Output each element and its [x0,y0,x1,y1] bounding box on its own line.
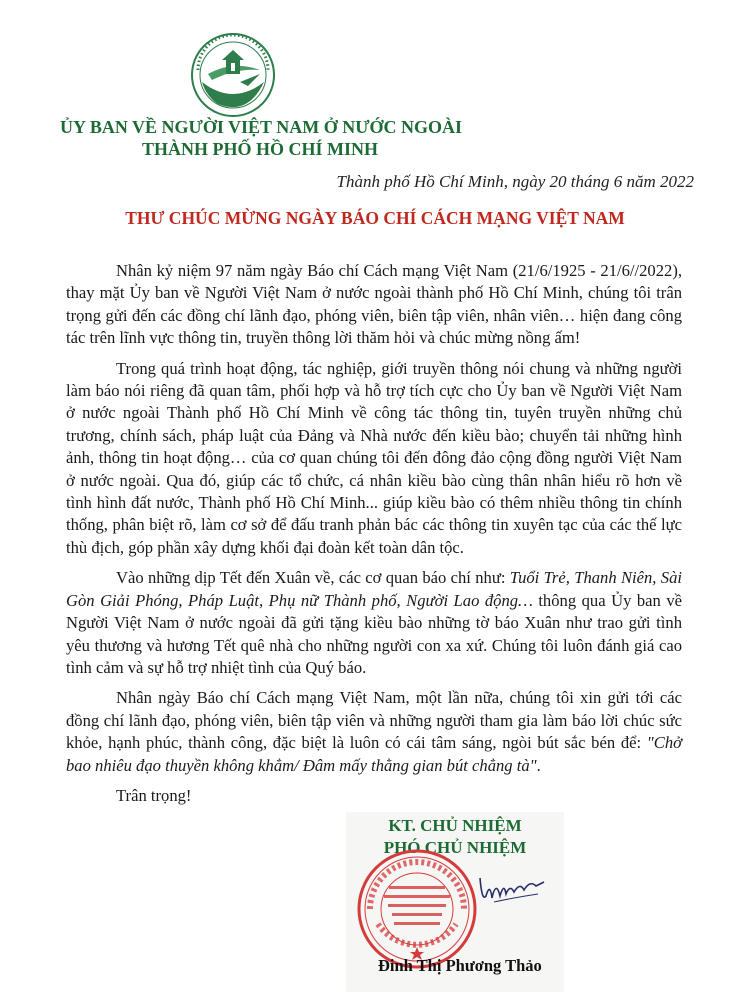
organization-line-2: THÀNH PHỐ HỒ CHÍ MINH [141,139,378,159]
letter-title: THƯ CHÚC MỪNG NGÀY BÁO CHÍ CÁCH MẠNG VIỆT NAM [125,208,625,228]
paragraph-1: Nhân kỷ niệm 97 năm ngày Báo chí Cách mạng Việt Nam (21/6/1925 - 21/6//2022), thay mặt Ủy ban về Người Việt Nam ở nước ngoài thành phố Hồ Chí Minh, chúng tôi trân trọng gửi đến các đồng chí lãnh đạo, phóng viên, biên tập viên, nhân viên… hiện đang công tác trên lĩnh vực thông tin, truyền thông lời thăm hỏi và chúc mừng nồng ấm! [66,261,682,348]
paragraph-4-start: Nhân ngày Báo chí Cách mạng Việt Nam, một lần nữa, chúng tôi xin gửi tới các đồng chí lãnh đạo, phóng viên, biên tập viên và những người tham gia làm báo lời chúc sức khỏe, hạnh phúc, thành công, đặc biệt là luôn có cái tâm sáng, ngòi bút sắc bén để: [66,688,682,753]
poem-quote: "Chở bao nhiêu đạo thuyền không khẳm/ Đâm mấy thằng gian bút chẳng tà" [66,733,682,775]
paragraph-3-start: Vào những dịp Tết đến Xuân về, các cơ quan báo chí như: [116,568,510,588]
signer-name: Đinh Thị Phương Thảo [378,956,542,975]
signer-title-2: PHÓ CHỦ NHIỆM [383,838,527,857]
paragraph-3 [66,567,682,679]
signer-title-1: KT. CHỦ NHIỆM [388,816,522,835]
closing-line: Trân trọng! [116,786,192,805]
paragraph-3-end: thông qua Ủy ban về Người Việt Nam ở nước ngoài đã gửi tặng kiều bào những tờ báo Xuân như trao gửi tình yêu thương và hương Tết quê nhà cho những người con xa xứ. Chúng tôi luôn đánh giá cao tình cảm và sự hỗ trợ nhiệt tình của Quý báo. [66,590,682,677]
organization-name [60,116,463,160]
paragraph-4 [66,687,682,777]
organization-line-1: ỦY BAN VỀ NGƯỜI VIỆT NAM Ở NƯỚC NGOÀI [60,117,463,137]
paragraph-4-end: . [536,755,541,775]
paragraph-2: Trong quá trình hoạt động, tác nghiệp, giới truyền thông nói chung và những người làm báo nói riêng đã quan tâm, phối hợp và hỗ trợ tích cực cho Ủy ban về Người Việt Nam ở nước ngoài Thành phố Hồ Chí Minh về công tác thông tin, tuyên truyền những chủ trương, chính sách, pháp luật của Đảng và Nhà nước đến kiều bào; chuyển tải những hình ảnh, thông tin hoạt động… của cơ quan chúng tôi đến đông đảo cộng đồng người Việt Nam ở nước ngoài. Qua đó, giúp các tổ chức, cá nhân kiều bào cùng thân nhân hiểu rõ hơn về tình hình đất nước, Thành phố Hồ Chí Minh... giúp kiều bào có thêm nhiều thông tin chính thống, phân biệt rõ, làm cơ sở để đấu tranh phản bác các thông tin xuyên tạc của các thế lực thù địch, góp phần xây dựng khối đại đoàn kết toàn dân tộc. [66,358,682,557]
official-seal-icon [356,848,478,970]
letter-body [66,260,682,785]
newspaper-list: Tuổi Trẻ, Thanh Niên, Sài Gòn Giải Phóng, Pháp Luật, Phụ nữ Thành phố, Người Lao động… [66,568,682,610]
organization-logo-icon [188,30,278,120]
dateline: Thành phố Hồ Chí Minh, ngày 20 tháng 6 năm 2022 [336,172,694,191]
handwritten-signature-icon [478,868,548,912]
